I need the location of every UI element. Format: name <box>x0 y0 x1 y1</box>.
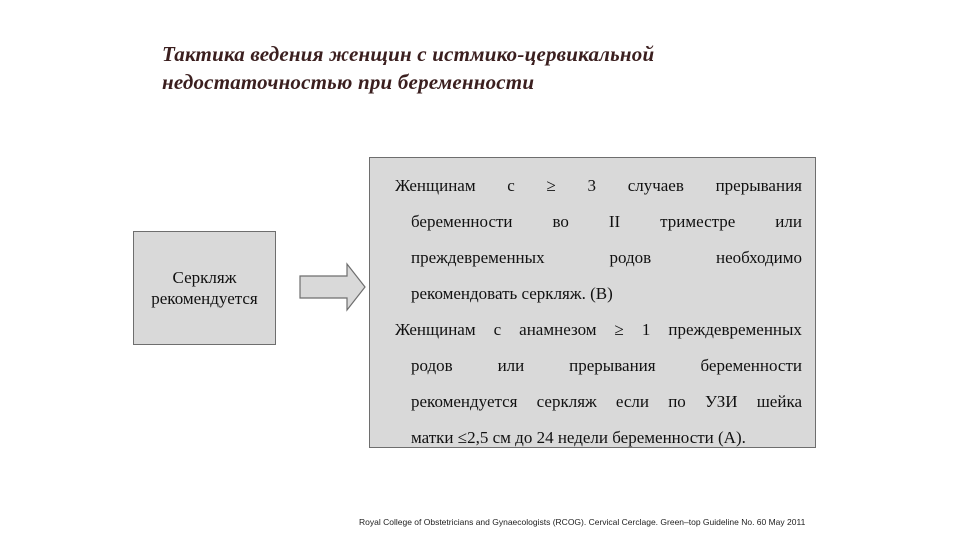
word: по <box>668 392 686 411</box>
criteria-box <box>369 157 816 448</box>
recommendation-line-2: рекомендуется <box>151 289 258 308</box>
word: прерывания <box>569 356 656 375</box>
word: Женщинам <box>395 176 476 195</box>
criteria-line <box>411 392 802 412</box>
recommendation-line-1: Серкляж <box>172 268 237 287</box>
word: во <box>552 212 569 231</box>
word: триместре <box>660 212 736 231</box>
word: родов <box>411 356 453 375</box>
word: шейка <box>756 392 802 411</box>
citation: Royal College of Obstetricians and Gynaecologists (RCOG). Cervical Cerclage. Green–top Guideline No. 60 May 2011 <box>359 517 806 527</box>
word: или <box>775 212 802 231</box>
word: рекомендуется <box>411 392 518 411</box>
recommendation-box <box>133 231 276 345</box>
word: с <box>507 176 515 195</box>
word: УЗИ <box>704 392 738 411</box>
right-arrow-icon <box>299 262 367 312</box>
word: Женщинам <box>395 320 476 339</box>
word: ≥ <box>614 320 624 339</box>
slide-title <box>162 40 802 96</box>
criteria-line <box>411 212 802 232</box>
criteria-line <box>411 428 802 448</box>
word: рекомендовать серкляж. (В) <box>411 284 613 303</box>
word: необходимо <box>715 248 802 267</box>
word: ≥ <box>546 176 556 195</box>
criteria-line <box>411 356 802 376</box>
word: серкляж <box>536 392 597 411</box>
word: прерывания <box>715 176 802 195</box>
word: преждевременных <box>668 320 802 339</box>
word: или <box>497 356 525 375</box>
word: 3 <box>587 176 597 195</box>
word: анамнезом <box>519 320 597 339</box>
word: беременности <box>411 212 513 231</box>
word: случаев <box>627 176 684 195</box>
criteria-line <box>411 284 802 304</box>
title-line-2: недостаточностью при беременности <box>162 70 535 94</box>
word: беременности <box>700 356 802 375</box>
criteria-line <box>411 248 802 268</box>
word: матки ≤2,5 см до 24 недели беременности (А). <box>411 428 746 447</box>
word: преждевременных <box>411 248 545 267</box>
word: родов <box>609 248 652 267</box>
criteria-line <box>395 320 802 340</box>
title-line-1: Тактика ведения женщин с истмико-цервикальной <box>162 42 655 66</box>
word: с <box>493 320 502 339</box>
word: если <box>615 392 650 411</box>
criteria-line <box>395 176 802 196</box>
word: II <box>608 212 621 231</box>
word: 1 <box>641 320 651 339</box>
